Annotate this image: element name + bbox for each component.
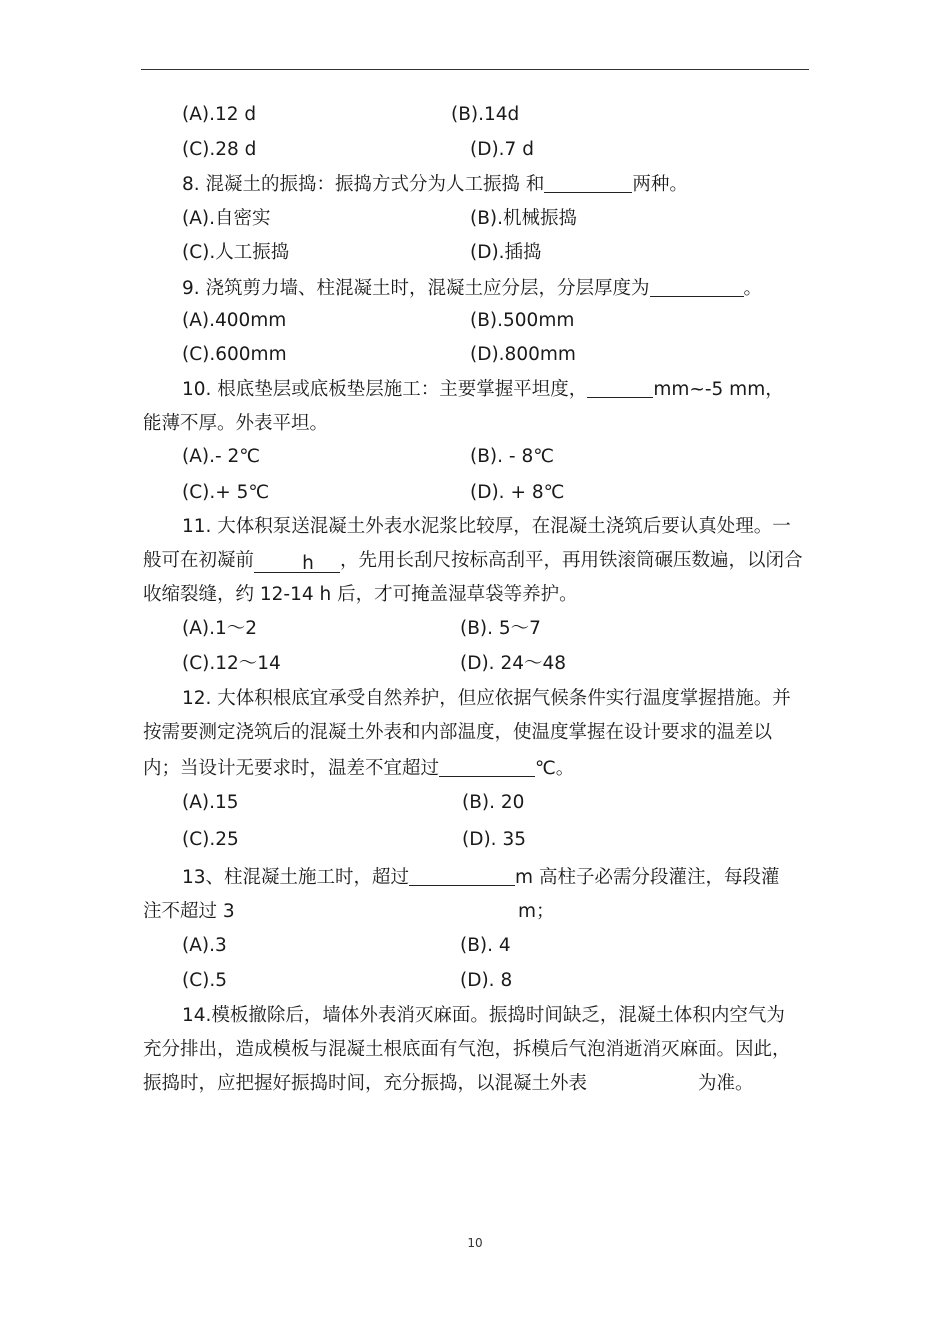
q10-question-line1 (182, 379, 784, 401)
q12-answer-blank (439, 758, 535, 777)
q13-option-d: (D). 8 (460, 970, 513, 991)
q11-question-line2 (143, 550, 803, 573)
q11-option-b: (B). 5～7 (460, 618, 541, 639)
q14-question-line2: 充分排出，造成模板与混凝土根底面有气泡，拆模后气泡消逝消灭麻面。因此， (143, 1039, 791, 1060)
q14-question-line3-before: 振捣时，应把握好振捣时间，充分振捣，以混凝土外表 (143, 1073, 588, 1094)
q9-answer-blank (650, 278, 744, 297)
q13-line2-after: m； (518, 901, 555, 922)
q7-option-b: (B).14d (451, 104, 520, 125)
q7-option-c: (C).28 d (182, 139, 257, 160)
q11-question-line3: 收缩裂缝，约 12-14 h 后，才可掩盖湿草袋等养护。 (143, 584, 578, 605)
page-number: 10 (467, 1236, 483, 1250)
q8-text-after: 两种。 (632, 174, 688, 195)
q11-text-before: 般可在初凝前 (143, 550, 255, 571)
q11-answer-blank (254, 554, 340, 573)
q12-text-after: ℃。 (535, 758, 575, 779)
q8-option-a: (A).自密实 (182, 208, 271, 229)
q9-option-b: (B).500mm (470, 310, 575, 331)
q9-option-c: (C).600mm (182, 344, 287, 365)
q13-text-before: 13、柱混凝土施工时，超过 (182, 867, 410, 888)
q10-question-line2: 能薄不厚。外表平坦。 (143, 413, 329, 434)
q7-option-a: (A).12 d (182, 104, 257, 125)
q7-option-d: (D).7 d (470, 139, 534, 160)
q10-text-after: mm~-5 mm， (653, 379, 784, 400)
q11-text-after: ，先用长刮尺按标高刮平，再用铁滚筒碾压数遍，以闭合 (340, 550, 803, 571)
q9-question (182, 278, 762, 300)
q14-question-line1: 14.模板撤除后，墙体外表消灭麻面。振捣时间缺乏，混凝土体积内空气为 (182, 1005, 785, 1026)
q10-option-b: (B). - 8℃ (470, 446, 554, 467)
q13-question-line2 (143, 901, 235, 923)
header-rule (141, 69, 809, 70)
q12-option-b: (B). 20 (462, 792, 525, 813)
q10-option-c: (C).+ 5℃ (182, 482, 270, 503)
q8-answer-blank (544, 174, 632, 193)
q9-text-before: 9. 浇筑剪力墙、柱混凝土时，混凝土应分层，分层厚度为 (182, 278, 650, 299)
q9-text-after: 。 (743, 278, 763, 299)
q12-option-c: (C).25 (182, 829, 239, 850)
q13-option-a: (A).3 (182, 935, 227, 956)
q8-text-before: 8. 混凝土的振捣：振捣方式分为人工振捣 和 (182, 174, 545, 195)
q9-option-a: (A).400mm (182, 310, 287, 331)
q10-option-d: (D). + 8℃ (470, 482, 565, 503)
q8-option-d: (D).插捣 (470, 242, 542, 263)
q12-text-before: 内；当设计无要求时，温差不宜超过 (143, 758, 440, 779)
q11-option-a: (A).1～2 (182, 618, 258, 639)
q8-question (182, 174, 688, 196)
q13-answer-blank (409, 867, 515, 886)
q12-question-line1: 12. 大体积根底宜承受自然养护，但应依据气候条件实行温度掌握措施。并 (182, 688, 791, 709)
q12-question-line2: 按需要测定浇筑后的混凝土外表和内部温度，使温度掌握在设计要求的温差以 (143, 722, 773, 743)
q8-option-b: (B).机械振捣 (470, 208, 578, 229)
q11-option-c: (C).12～14 (182, 653, 281, 674)
q13-option-c: (C).5 (182, 970, 228, 991)
q12-question-line3 (143, 758, 574, 780)
q13-question-line1 (182, 867, 779, 889)
q13-text-after: m 高柱子必需分段灌注，每段灌 (515, 867, 780, 888)
q12-option-a: (A).15 (182, 792, 239, 813)
q14-question-line3-after: 为准。 (698, 1073, 754, 1094)
q10-text-before: 10. 根底垫层或底板垫层施工：主要掌握平坦度， (182, 379, 588, 400)
q9-option-d: (D).800mm (470, 344, 576, 365)
q12-option-d: (D). 35 (462, 829, 526, 850)
q11-unit: h (302, 553, 314, 574)
q10-answer-blank (587, 379, 653, 398)
q8-option-c: (C).人工振捣 (182, 242, 290, 263)
q13-line2-before: 注不超过 3 (143, 901, 235, 922)
q11-question-line1: 11. 大体积泵送混凝土外表水泥浆比较厚，在混凝土浇筑后要认真处理。一 (182, 516, 791, 537)
q10-option-a: (A).- 2℃ (182, 446, 261, 467)
q13-option-b: (B). 4 (460, 935, 511, 956)
q11-option-d: (D). 24～48 (460, 653, 567, 674)
